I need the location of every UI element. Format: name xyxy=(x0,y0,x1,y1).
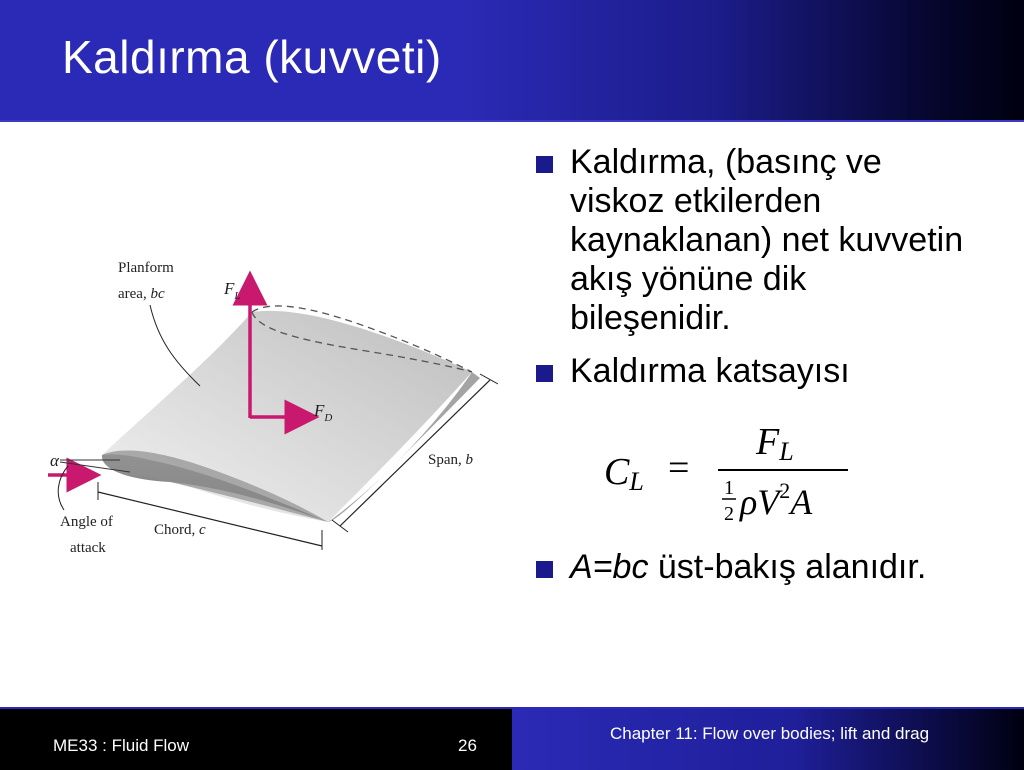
bullet-area-definition xyxy=(534,548,1010,587)
chord-label: Chord, c xyxy=(154,522,206,538)
bullet-lift-definition xyxy=(534,143,974,338)
footer-course: ME33 : Fluid Flow xyxy=(53,736,190,755)
bullet-text: Kaldırma katsayısı xyxy=(570,352,850,390)
half-numerator: 1 xyxy=(724,477,734,499)
angle-label-1: Angle of xyxy=(60,514,113,530)
planform-label-2: area, bc xyxy=(118,286,165,302)
formula-denominator: $\rho V^2A$ xyxy=(740,478,813,522)
alpha-label: α xyxy=(50,451,59,470)
planform-label-1: Planform xyxy=(118,260,174,276)
angle-label-2: attack xyxy=(70,540,106,556)
lift-label: $F_L$ xyxy=(224,279,241,302)
footer-chapter: Chapter 11: Flow over bodies; lift and drag xyxy=(610,724,930,743)
formula-numerator: FL xyxy=(756,421,794,466)
span-tick-top xyxy=(480,374,498,384)
span-tick-bottom xyxy=(332,520,348,532)
bullet-square-icon xyxy=(536,365,553,382)
bullet-text: üst-bakış alanıdır. xyxy=(648,548,927,586)
footer-page-number: 26 xyxy=(458,736,477,755)
formula-equals: = xyxy=(668,447,690,489)
half-denominator: 2 xyxy=(724,503,734,525)
bullet-lift-coefficient xyxy=(534,352,974,391)
span-label: Span, b xyxy=(428,452,473,468)
footer-left xyxy=(0,707,512,770)
wing-figure xyxy=(40,250,520,570)
bullet-text-italic: A=bc xyxy=(570,548,649,586)
formula-lhs: CL xyxy=(604,451,644,496)
title-bar xyxy=(0,0,1024,122)
slide-title: Kaldırma (kuvveti) xyxy=(62,31,442,83)
bullet-square-icon xyxy=(536,156,553,173)
drag-label: $F_D$ xyxy=(314,401,333,424)
angle-leader xyxy=(58,466,68,510)
bullet-square-icon xyxy=(536,561,553,578)
footer-right xyxy=(512,707,1024,770)
lift-coefficient-formula xyxy=(598,420,858,532)
bullet-text: Kaldırma, (basınç ve viskoz etkilerden kaynaklanan) net kuvvetin akış yönüne dik bileşenidir. xyxy=(570,143,964,337)
